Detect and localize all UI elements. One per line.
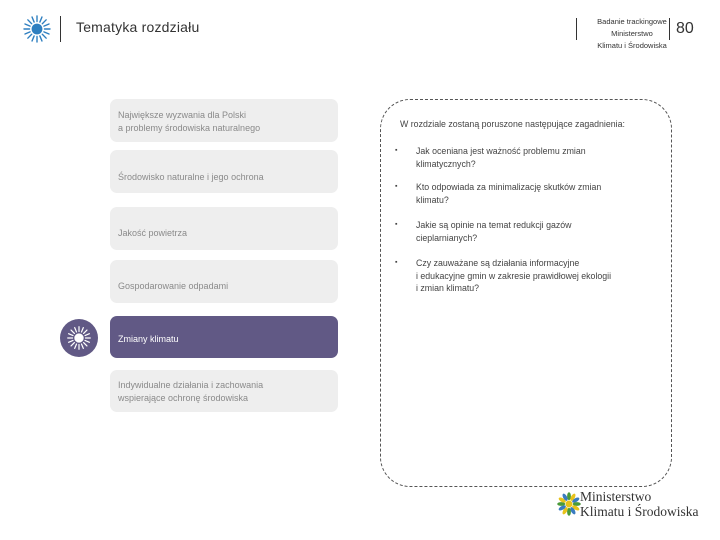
topic-label: Zmiany klimatu — [118, 333, 179, 344]
sun-flower-icon — [66, 325, 92, 351]
topic-label: Gospodarowanie odpadami — [118, 280, 229, 291]
topic-climate-change[interactable] — [110, 316, 338, 358]
topic-label: wspierające ochronę środowiska — [118, 392, 249, 403]
issue-text: cieplarnianych? — [416, 232, 478, 243]
header-divider — [669, 18, 670, 40]
study-name-line: Ministerstwo — [611, 29, 653, 38]
issue-text: Jakie są opinie na temat redukcji gazów — [416, 220, 572, 230]
topic-label: Indywidualne działania i zachowania — [118, 380, 264, 390]
topic-air-quality[interactable] — [110, 207, 338, 250]
issue-text: i zmian klimatu? — [416, 283, 480, 293]
bullet-icon: ▪ — [395, 259, 398, 266]
sun-flower-icon — [22, 14, 52, 44]
issue-text: klimatu? — [416, 194, 449, 205]
topic-environment[interactable] — [110, 150, 338, 193]
page-number: 80 — [676, 20, 694, 37]
brand-name-line: Klimatu i Środowiska — [580, 504, 699, 519]
topic-challenges[interactable] — [110, 99, 338, 142]
topic-label: Środowisko naturalne i jego ochrona — [118, 171, 264, 182]
topic-label: Jakość powietrza — [118, 227, 188, 238]
issue-text: Kto odpowiada za minimalizację skutków zmian — [416, 182, 602, 192]
topic-waste[interactable] — [110, 260, 338, 303]
issue-text: klimatycznych? — [416, 158, 476, 169]
issues-intro: W rozdziale zostaną poruszone następujące zagadnienia: — [400, 119, 625, 129]
active-topic-marker — [60, 319, 98, 357]
study-name-line: Klimatu i Środowiska — [597, 41, 667, 50]
study-name-line: Badanie trackingowe — [597, 17, 667, 26]
bullet-icon: ▪ — [395, 221, 398, 228]
issue-text: Jak oceniana jest ważność problemu zmian — [416, 146, 586, 156]
header-divider — [576, 18, 577, 40]
bullet-icon: ▪ — [395, 147, 398, 154]
header-divider — [60, 16, 61, 42]
ministry-brand — [556, 488, 699, 524]
topic-label: a problemy środowiska naturalnego — [118, 122, 261, 133]
bullet-icon: ▪ — [395, 183, 398, 190]
topic-individual-actions[interactable] — [110, 370, 338, 412]
page-title: Tematyka rozdziału — [76, 19, 200, 35]
ministry-emblem-icon — [556, 491, 582, 517]
issue-text: i edukacyjne gmin w zakresie prawidłowej ekologii — [416, 270, 612, 281]
issue-text: Czy zauważane są działania informacyjne — [416, 258, 580, 268]
topic-label: Największe wyzwania dla Polski — [118, 110, 247, 120]
brand-name-line: Ministerstwo — [580, 489, 652, 504]
